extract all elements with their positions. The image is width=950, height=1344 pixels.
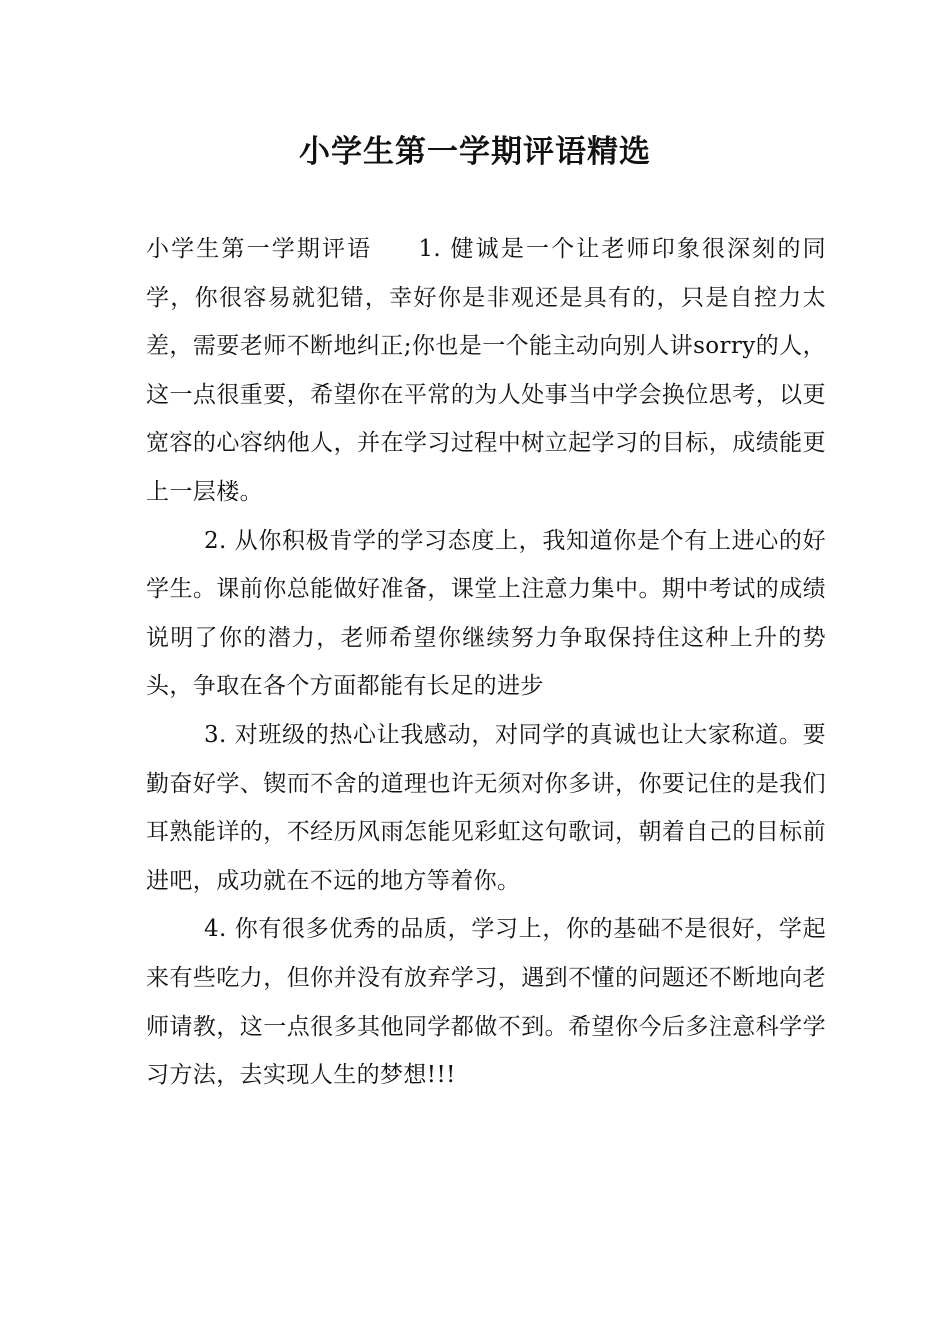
document-body xyxy=(146,225,826,1100)
document-title: 小学生第一学期评语精选 xyxy=(299,134,651,170)
paragraph-1-text: 1. 健诚是一个让老师印象很深刻的同学，你很容易就犯错，幸好你是非观还是具有的，只是自控力太差，需要老师不断地纠正;你也是一个能主动向别人讲sorry的人，这一点很重要，希望你在平常的为人处事当中学会换位思考，以更宽容的心容纳他人，并在学习过程中树立起学习的目标，成绩能更上一层楼。 xyxy=(146,236,826,505)
paragraph-4: 4. 你有很多优秀的品质，学习上，你的基础不是很好，学起来有些吃力，但你并没有放弃学习，遇到不懂的问题还不断地向老师请教，这一点很多其他同学都做不到。希望你今后多注意科学学习方法，去实现人生的梦想!!! xyxy=(146,916,826,1089)
paragraph-2: 2. 从你积极肯学的学习态度上，我知道你是个有上进心的好学生。课前你总能做好准备，课堂上注意力集中。期中考试的成绩说明了你的潜力，老师希望你继续努力争取保持住这种上升的势头，争取在各个方面都能有长足的进步 xyxy=(146,527,826,700)
paragraph-1 xyxy=(146,225,826,517)
paragraph-3: 3. 对班级的热心让我感动，对同学的真诚也让大家称道。要勤奋好学、锲而不舍的道理也许无须对你多讲，你要记住的是我们耳熟能详的，不经历风雨怎能见彩虹这句歌词，朝着自己的目标前进吧，成功就在不远的地方等着你。 xyxy=(146,721,826,894)
intro-label: 小学生第一学期评语 xyxy=(146,236,373,262)
